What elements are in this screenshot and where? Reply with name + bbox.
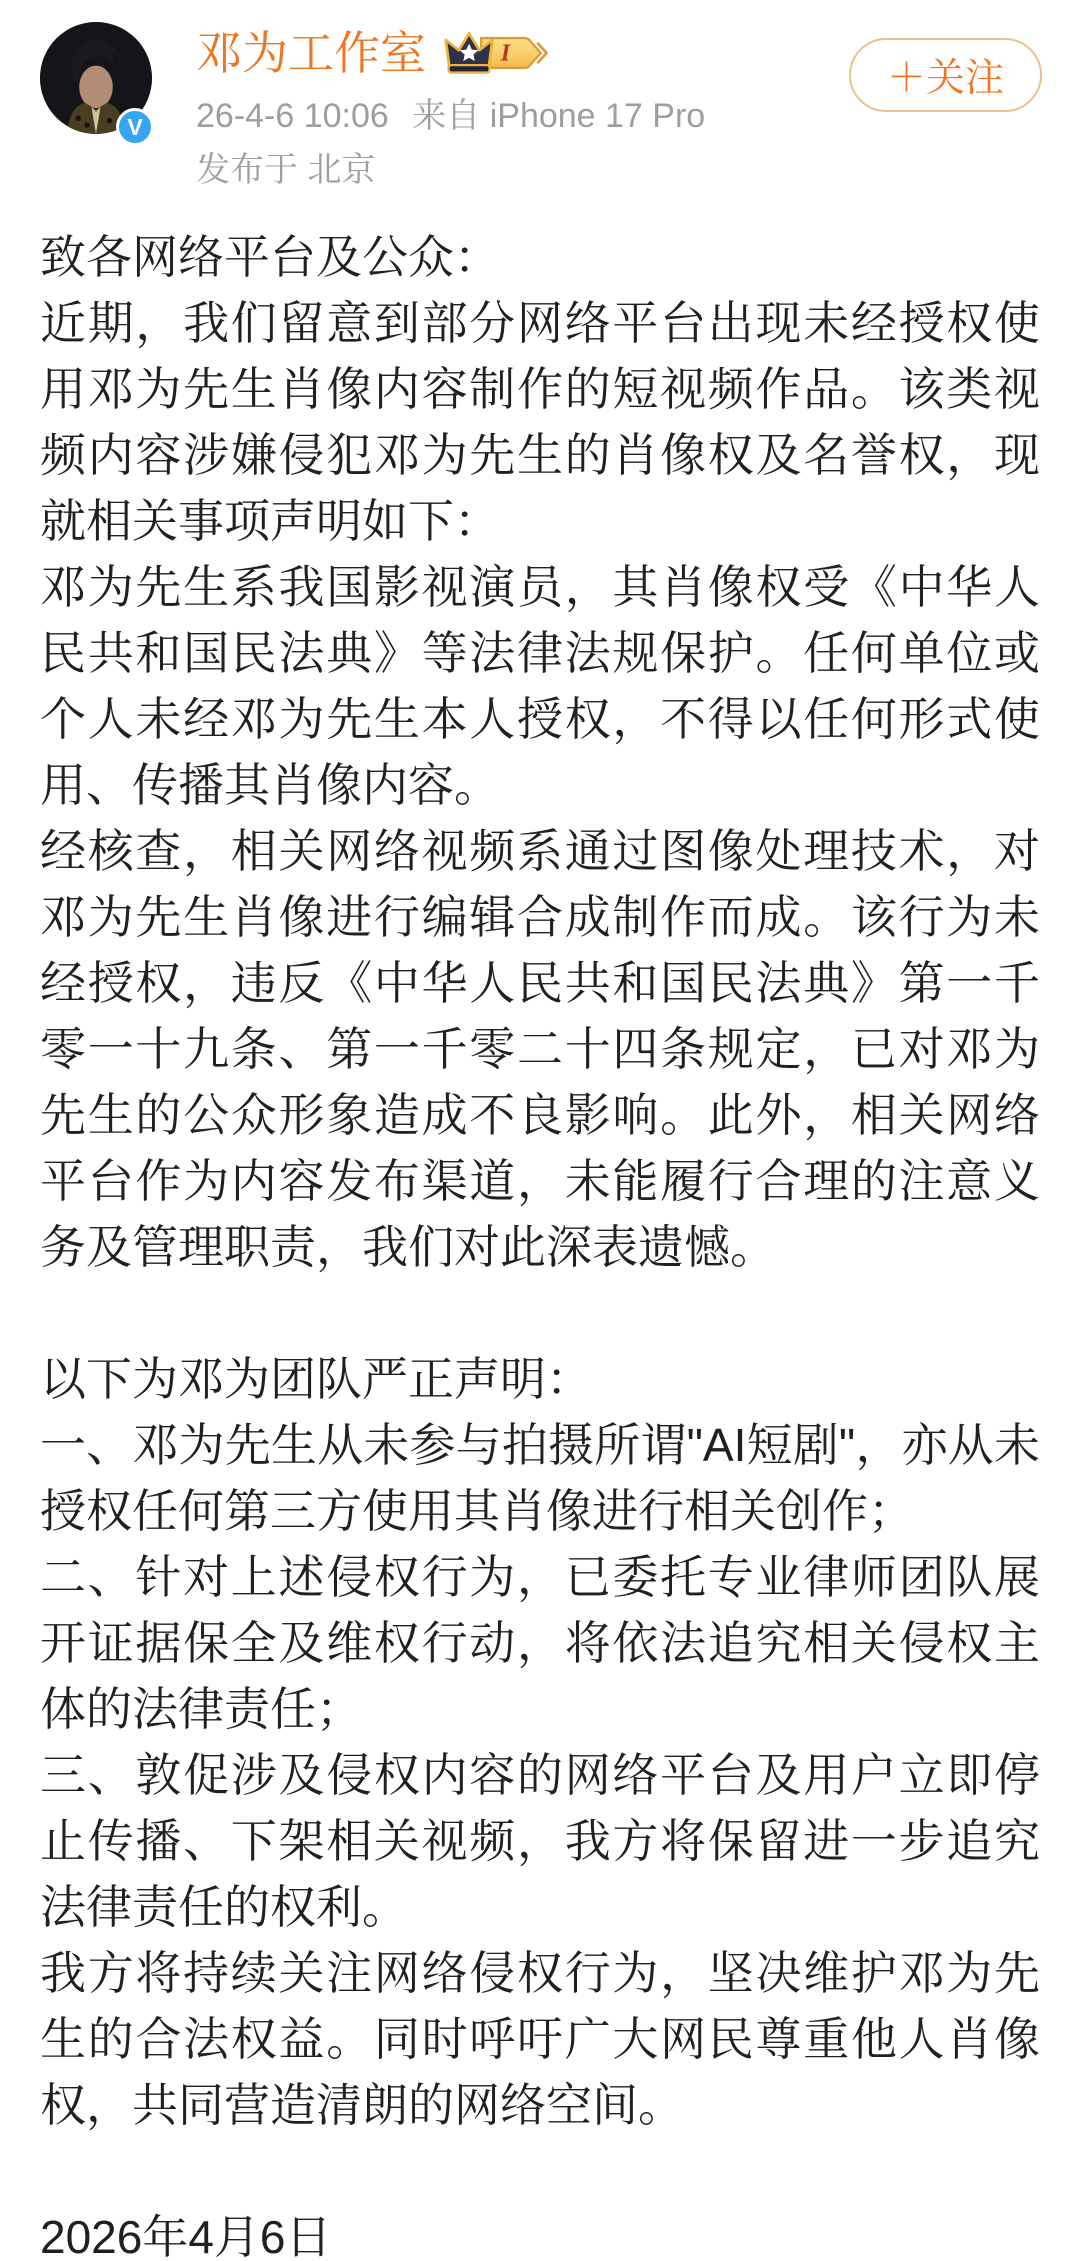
post-paragraph: 我方将持续关注网络侵权行为，坚决维护邓为先生的合法权益。同时呼吁广大网民尊重他人肖像权，共同营造清朗的网络空间。: [40, 1947, 1040, 2131]
post-location: 发布于 北京: [196, 151, 376, 189]
vip-crown-badge-icon: [442, 25, 554, 81]
post-paragraph: 二、针对上述侵权行为，已委托专业律师团队展开证据保全及维权行动，将依法追究相关侵权主体的法律责任；: [40, 1551, 1040, 1735]
post-paragraph: 经核查，相关网络视频系通过图像处理技术，对邓为先生肖像进行编辑合成制作而成。该行为未经授权，违反《中华人民共和国民法典》第一千零一十九条、第一千零二十四条规定，已对邓为先生的公众形象造成不良影响。此外，相关网络平台作为内容发布渠道，未能履行合理的注意义务及管理职责，我们对此深表遗憾。: [40, 825, 1040, 1273]
post-header: [0, 0, 1080, 192]
post-paragraph: 以下为邓为团队严正声明：: [40, 1353, 592, 1405]
post-source-link[interactable]: 来自 iPhone 17 Pro: [412, 97, 706, 135]
avatar[interactable]: [40, 22, 152, 140]
post-paragraph: 邓为先生系我国影视演员，其肖像权受《中华人民共和国民法典》等法律法规保护。任何单位或个人未经邓为先生本人授权，不得以任何形式使用、传播其肖像内容。: [40, 561, 1040, 811]
verified-v-icon: V: [116, 108, 154, 146]
post-body: [0, 224, 1080, 2261]
post-paragraph: 一、邓为先生从未参与拍摄所谓"AI短剧"，亦从未授权任何第三方使用其肖像进行相关创作；: [40, 1419, 1040, 1537]
post-paragraph: [40, 1280, 1040, 1346]
post-paragraph: 三、敦促涉及侵权内容的网络平台及用户立即停止传播、下架相关视频，我方将保留进一步追究法律责任的权利。: [40, 1749, 1040, 1933]
follow-button[interactable]: ＋关注: [849, 38, 1042, 112]
vip-level-label: I: [500, 39, 511, 67]
post-paragraph: 近期，我们留意到部分网络平台出现未经授权使用邓为先生肖像内容制作的短视频作品。该类视频内容涉嫌侵犯邓为先生的肖像权及名誉权，现就相关事项声明如下：: [40, 297, 1040, 547]
meta-row: [196, 94, 705, 138]
post-text: [40, 224, 1040, 2204]
username[interactable]: 邓为工作室: [196, 27, 426, 79]
post-date: 2026年4月6日: [40, 2211, 332, 2261]
header-info: [196, 24, 705, 192]
timestamp: 26-4-6 10:06: [196, 97, 389, 135]
post-paragraph: 致各网络平台及公众：: [40, 231, 500, 283]
post-paragraph: [40, 2138, 1040, 2204]
